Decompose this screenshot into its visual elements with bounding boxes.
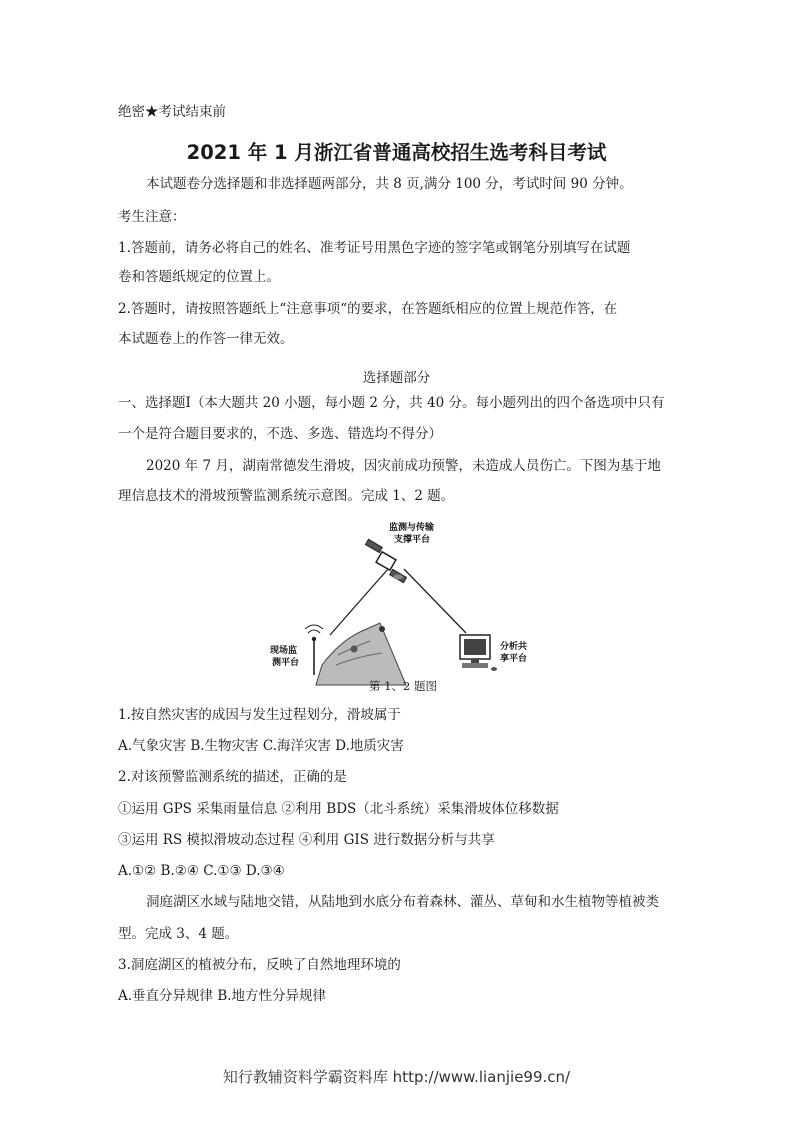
passage-2-cont: 型。完成 3、4 题。	[118, 926, 239, 942]
passage-1: 2020 年 7 月，湖南常德发生滑坡，因灾前成功预警，未造成人员伤亡。下图为基于地	[146, 458, 661, 474]
part1-instructions-cont: 一个是符合题目要求的，不选、多选、错选均不得分）	[118, 426, 442, 442]
notice-heading: 考生注意：	[118, 209, 186, 225]
question-2-statements-2: ③运用 RS 模拟滑坡动态过程 ④利用 GIS 进行数据分析与共享	[118, 832, 495, 848]
section-title: 选择题部分	[362, 370, 431, 386]
satellite-label-1: 监测与传输	[389, 523, 435, 533]
question-2-stem: 2.对该预警监测系统的描述，正确的是	[118, 769, 347, 785]
figure-caption: 第 1、2 题图	[369, 679, 437, 693]
satellite-icon	[365, 539, 406, 582]
analysis-label-2: 享平台	[500, 654, 528, 664]
intro-text: 本试题卷分选择题和非选择题两部分，共 8 页,满分 100 分，考试时间 90 分钟。	[146, 176, 633, 192]
question-3-stem: 3.洞庭湖区的植被分布，反映了自然地理环境的	[118, 957, 401, 973]
notice-item-2-cont: 本试题卷上的作答一律无效。	[118, 331, 294, 347]
signal-line-right	[404, 569, 466, 633]
notice-item-2: 2.答题时，请按照答题纸上“注意事项“的要求，在答题纸相应的位置上规范作答，在	[118, 301, 618, 317]
site-label-1: 现场监	[270, 646, 298, 656]
notice-item-1: 1.答题前，请务必将自己的姓名、准考证号用黑色字迹的签字笔或钢笔分别填写在试题	[118, 240, 631, 256]
site-label-2: 测平台	[272, 658, 300, 668]
question-2-options: A.①② B.②④ C.①③ D.③④	[118, 863, 285, 879]
secret-label: 绝密★考试结束前	[118, 104, 226, 120]
satellite-label-2: 支撑平台	[394, 535, 431, 545]
analysis-label-1: 分析共	[500, 642, 528, 652]
passage-1-cont: 理信息技术的滑坡预警监测系统示意图。完成 1、2 题。	[118, 488, 455, 504]
antenna-icon	[305, 625, 323, 675]
computer-icon	[460, 635, 497, 671]
slope-icon	[316, 623, 406, 685]
part1-instructions: 一、选择题Ⅰ（本大题共 20 小题，每小题 2 分，共 40 分。每小题列出的四个备选项中只有	[118, 395, 665, 411]
question-1-options: A.气象灾害 B.生物灾害 C.海洋灾害 D.地质灾害	[118, 738, 404, 754]
passage-2: 洞庭湖区水域与陆地交错，从陆地到水底分布着森林、灌丛、草甸和水生植物等植被类	[146, 894, 659, 910]
question-3-options: A.垂直分异规律 B.地方性分异规律	[118, 988, 327, 1004]
question-1-stem: 1.按自然灾害的成因与发生过程划分，滑坡属于	[118, 707, 401, 723]
landslide-monitoring-figure	[266, 515, 528, 693]
page-title: 2021 年 1 月浙江省普通高校招生选考科目考试	[186, 141, 607, 164]
footer-watermark: 知行教辅资料学霸资料库 http://www.lianjie99.cn/	[222, 1068, 571, 1086]
figure-diagram	[266, 515, 528, 693]
question-2-statements-1: ①运用 GPS 采集雨量信息 ②利用 BDS（北斗系统）采集滑坡体位移数据	[118, 801, 559, 817]
notice-item-1-cont: 卷和答题纸规定的位置上。	[118, 269, 280, 285]
